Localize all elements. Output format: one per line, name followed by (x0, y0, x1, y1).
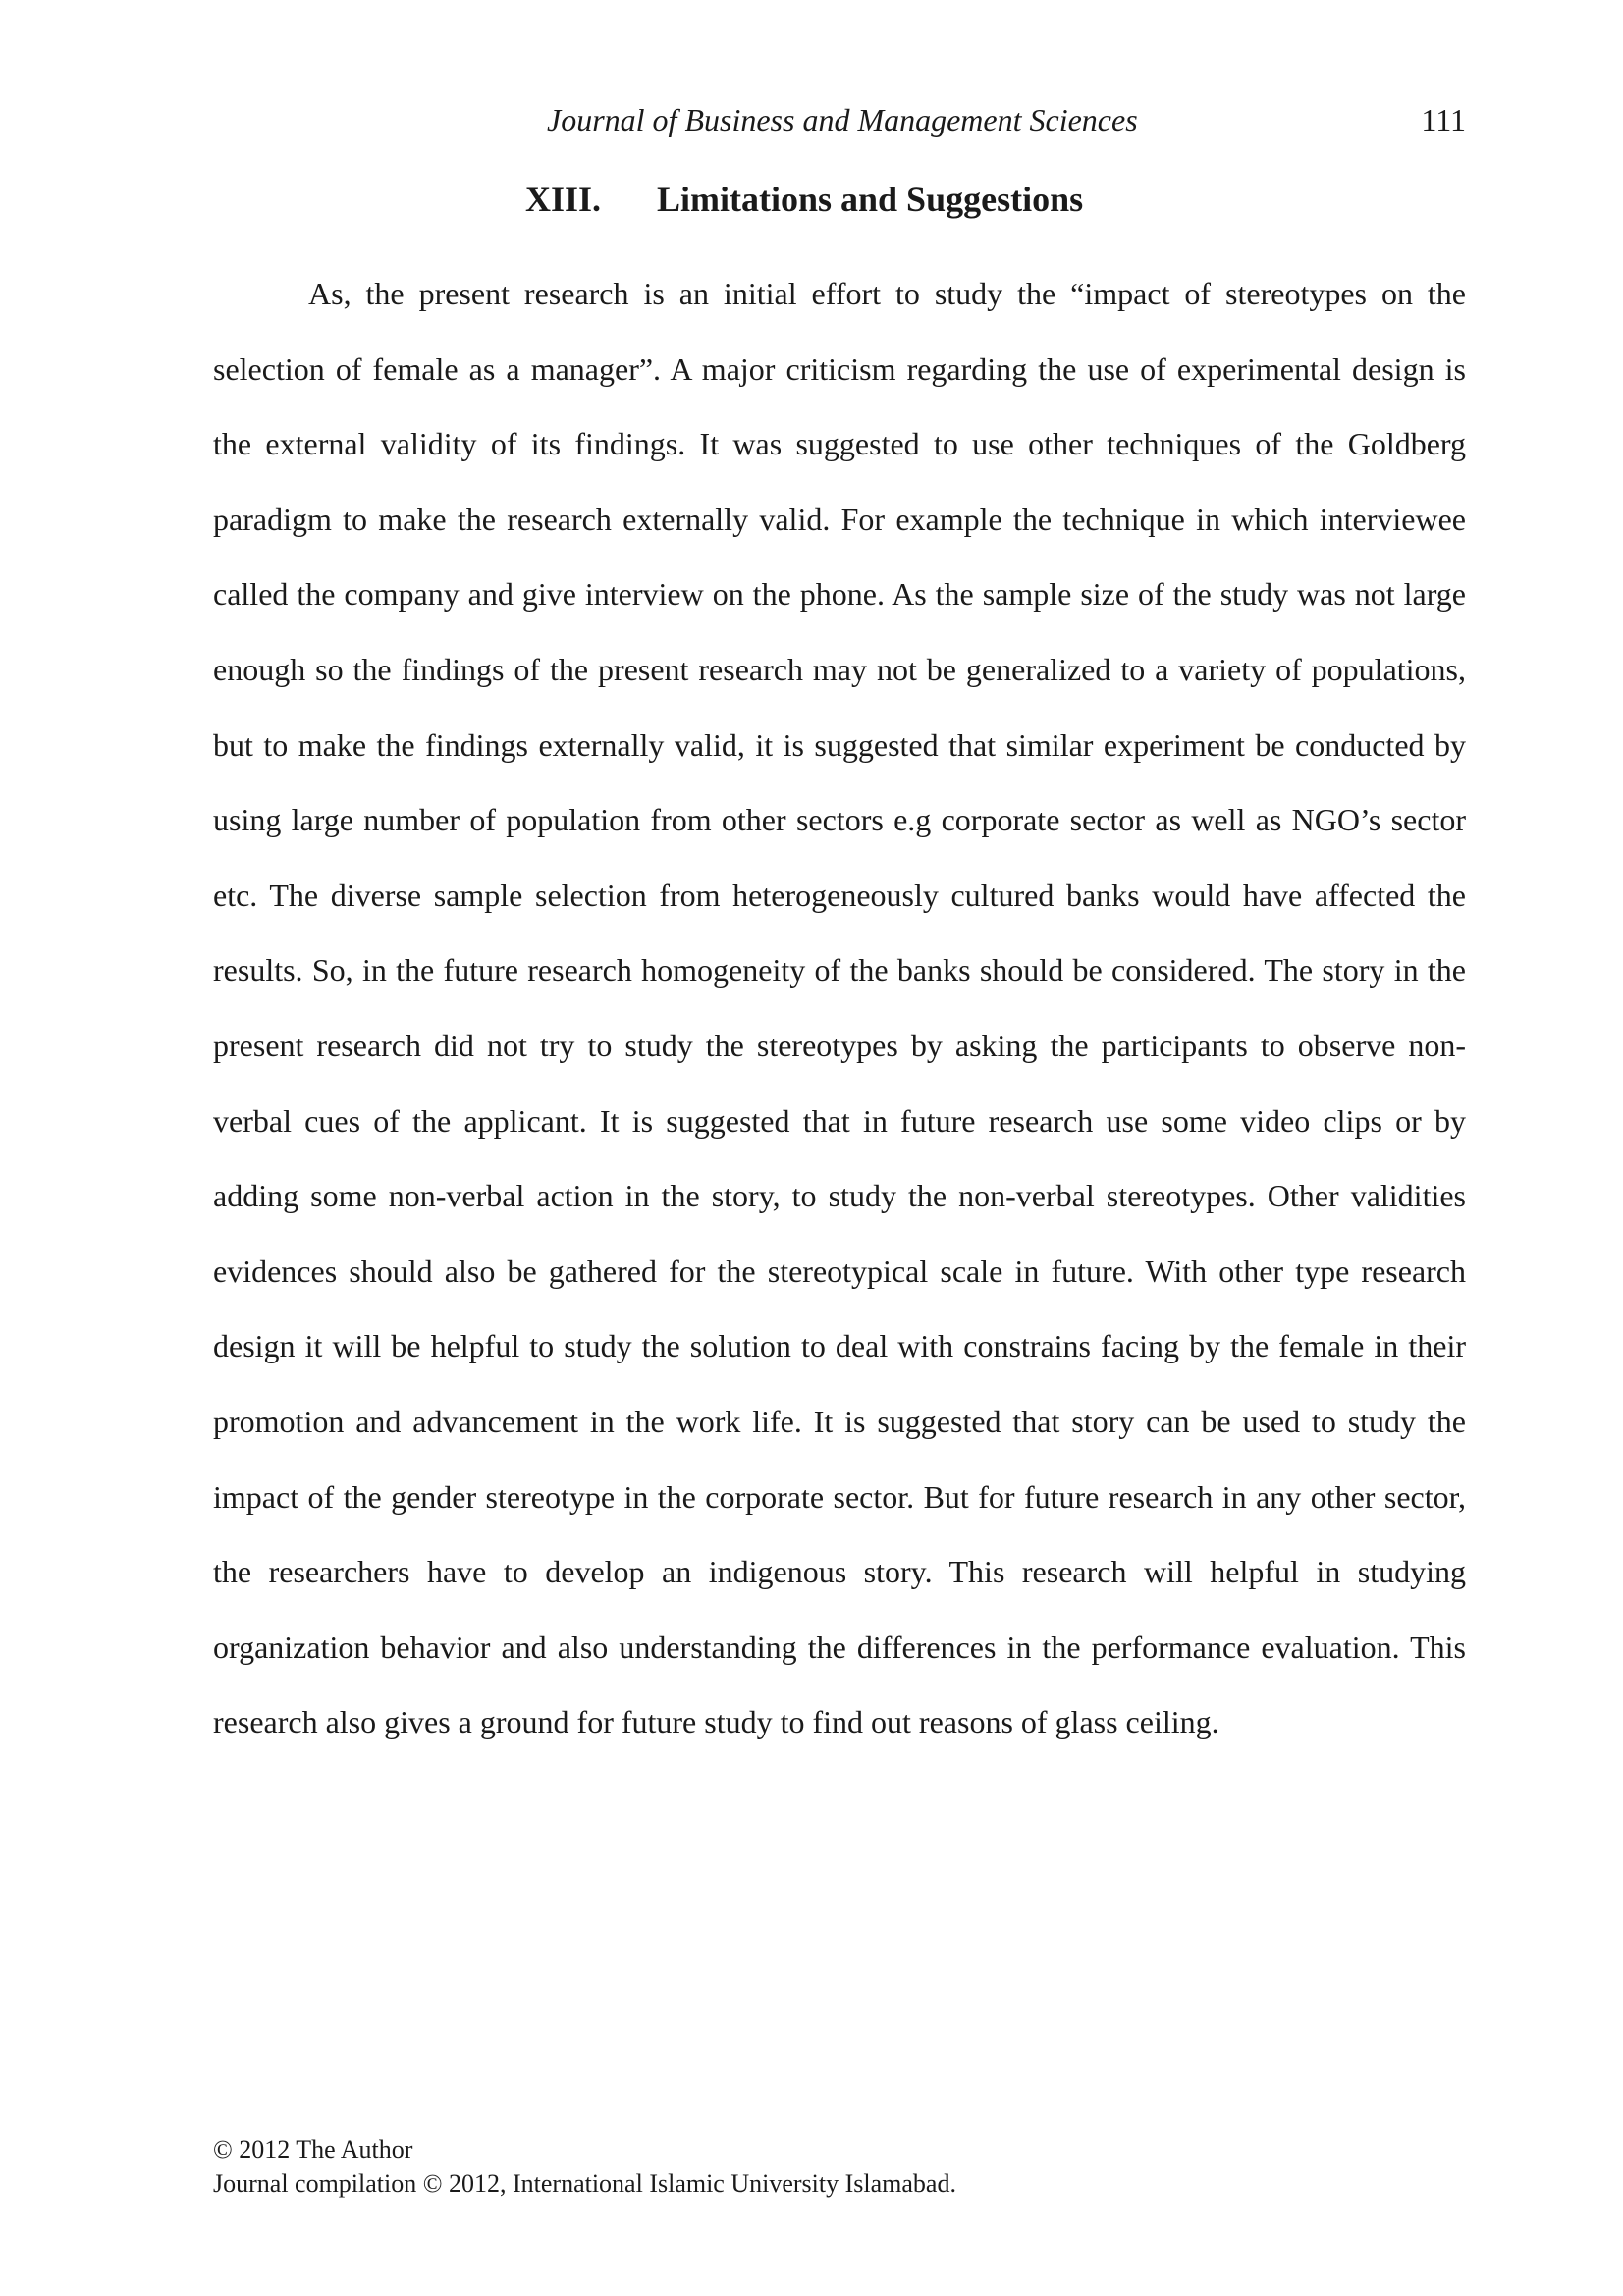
section-heading (0, 175, 1623, 224)
page-number: 111 (1421, 102, 1466, 137)
section-number: XIII. (525, 180, 602, 219)
journal-title: Journal of Business and Management Sciences (547, 102, 1138, 137)
copyright-line: © 2012 The Author (213, 2135, 413, 2163)
section-title: Limitations and Suggestions (657, 180, 1084, 219)
page-footer (213, 2132, 956, 2201)
running-header (0, 98, 1623, 141)
journal-compilation-line: Journal compilation © 2012, International Islamic University Islamabad. (213, 2169, 956, 2198)
body-paragraph: As, the present research is an initial effort to study the “impact of stereotypes on the selection of female as a manager”. A major criticism regarding the use of experimental design is the external validity of its findings. It was suggested to use other techniques of the Goldberg paradigm to make the research externally valid. For example the technique in which interviewee called the company and give interview on the phone. As the sample size of the study was not large enough so the findings of the present research may not be generalized to a variety of populations, but to make the findings externally valid, it is suggested that similar experiment be conducted by using large number of population from other sectors e.g corporate sector as well as NGO’s sector etc. The diverse sample selection from heterogeneously cultured banks would have affected the results. So, in the future research homogeneity of the banks should be considered. The story in the present research did not try to study the stereotypes by asking the participants to observe non-verbal cues of the applicant. It is suggested that in future research use some video clips or by adding some non-verbal action in the story, to study the non-verbal stereotypes. Other validities evidences should also be gathered for the stereotypical scale in future. With other type research design it will be helpful to study the solution to deal with constrains facing by the female in their promotion and advancement in the work life. It is suggested that story can be used to study the impact of the gender stereotype in the corporate sector. But for future research in any other sector, the researchers have to develop an indigenous story. This research will helpful in studying organization behavior and also understanding the differences in the performance evaluation. This research also gives a ground for future study to find out reasons of glass ceiling. (213, 276, 1466, 1740)
